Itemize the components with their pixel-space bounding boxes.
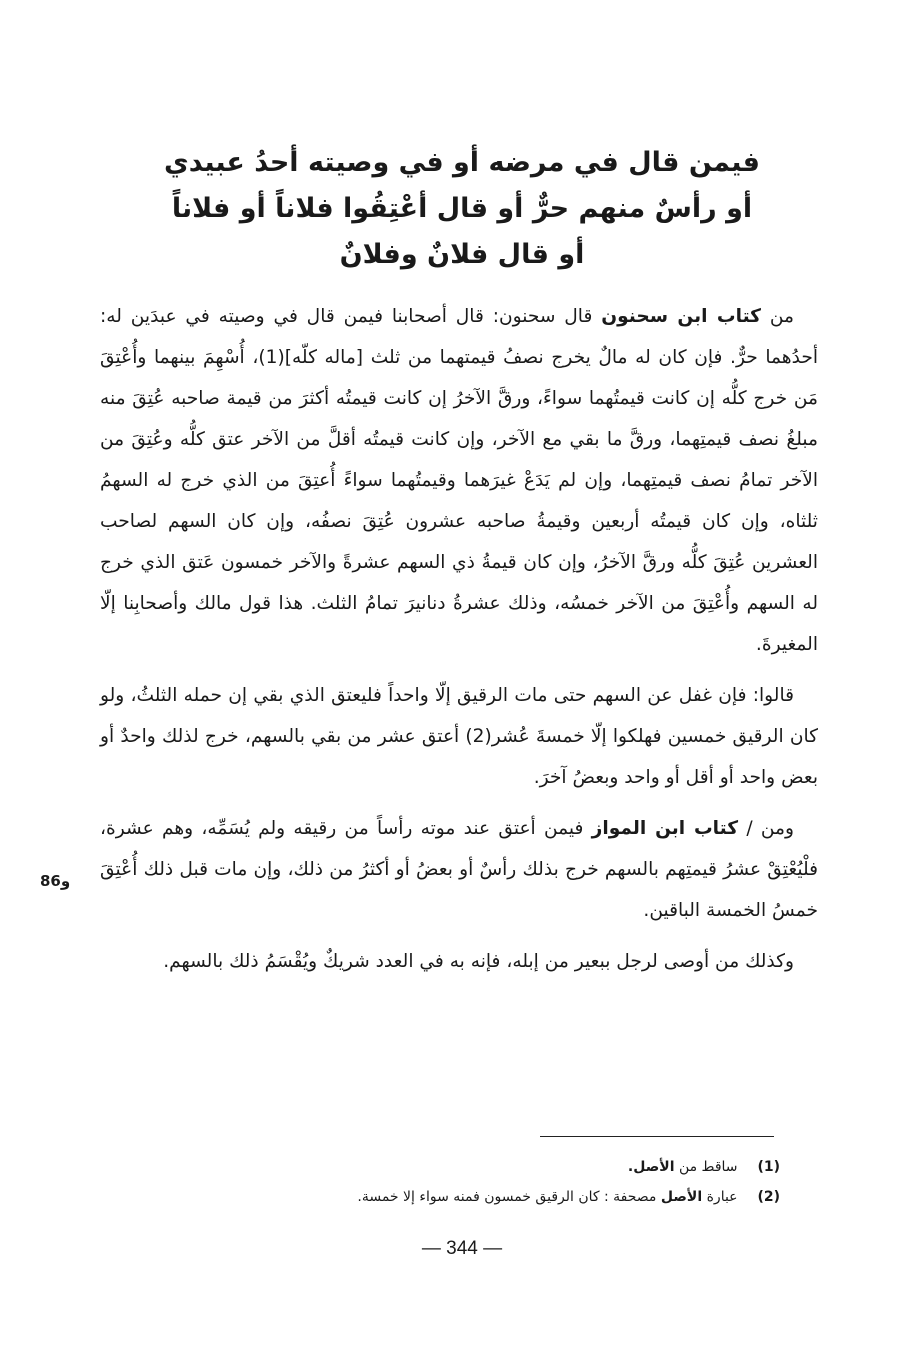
paragraph-2 <box>100 675 818 798</box>
title-line-1: فيمن قال في مرضه أو في وصيته أحدُ عبيدي <box>164 147 760 178</box>
paragraph-4-text: وكذلك من أوصى لرجل ببعير من إبله، فإنه به في العدد شريكٌ ويُقْسَمُ ذلك بالسهم. <box>163 951 794 972</box>
book-reference-ibn-al-mawwaz: كتاب ابن المواز <box>591 818 739 839</box>
footnote-number: (2) <box>757 1189 780 1205</box>
footnotes <box>120 1152 780 1212</box>
paragraph-4 <box>100 941 818 982</box>
footnote-separator <box>540 1136 774 1137</box>
paragraph-3-text: فيمن أعتق عند موته رأساً من رقيقه ولم يُسَمِّه، وهم عشرة، فلْيُعْتِقْ عشرُ قيمتِهم بالسهم خرج بذلك رأسٌ أو بعضُ أو أكثرُ من ذلك، وإن مات قبل ذلك أُعْتِقَ خمسُ الخمسة الباقين. <box>100 818 818 921</box>
manuscript-folio-note: 86و <box>40 872 71 890</box>
title-line-2: أو رأسٌ منهم حرٌّ أو قال أعْتِقُوا فلاناً أو فلاناً <box>171 193 753 224</box>
paragraph-3-lead: ومن / <box>746 818 794 839</box>
footnote-2 <box>120 1182 780 1212</box>
footnote-emphasis: الأصل <box>660 1189 703 1205</box>
book-reference-ibn-sahnun: كتاب ابن سحنون <box>601 306 761 327</box>
footnote-1 <box>120 1152 780 1182</box>
paragraph-2-text: قالوا: فإن غفل عن السهم حتى مات الرقيق إلّا واحداً فليعتق الذي بقي إن حمله الثلثُ، ولو كان الرقيق خمسين فهلكوا إلّا خمسةَ عُشر(2) أعتق عشر من بقي بالسهم، خرج لذلك واحدٌ أو بعض واحد أو أقل أو واحد وبعضُ آخرَ. <box>100 685 818 788</box>
paragraph-1-text: قال سحنون: قال أصحابنا فيمن قال في وصيته في عبدَين له: أحدُهما حرٌّ. فإن كان له مالٌ يخرج نصفُ قيمتهما من ثلث [ماله كلّه](1)، أُسْهِمَ بينهما وأُعْتِقَ مَن خرج كلُّه إن كانت قيمتُهما سواءً، ورقَّ الآخرُ إن كانت قيمتُه أكثرَ من قيمة صاحبه عُتِقَ منه مبلغُ نصف قيمتِهما، ورقَّ ما بقي مع الآخر، وإن كانت قيمتُه أقلَّ من الآخر عتق كلُّه وعُتِقَ من الآخر تمامُ نصف قيمتِهما، وإن لم يَدَعْ غيرَهما وقيمتُهما سواءً أُعتِقَ من الذي خرج له السهمُ ثلثاه، وإن كان قيمتُه أربعين وقيمةُ صاحبه عشرون عُتِقَ نصفُه، وإن كان السهم لصاحب العشرين عُتِقَ كلُّه ورقَّ الآخرُ، وإن كان قيمةُ ذي السهم عشرةً والآخر خمسون عَتق الذي خرج له السهم وأُعْتِقَ من الآخر خمسُه، وذلك عشرةُ دنانيرَ تمامُ الثلث. هذا قول مالك وأصحابِنا إلّا المغيرةَ. <box>100 306 818 655</box>
footnote-number: (1) <box>757 1159 780 1175</box>
footnote-emphasis: الأصل. <box>627 1159 675 1175</box>
paragraph-3 <box>100 808 818 931</box>
title-line-3: أو قال فلانٌ وفلانٌ <box>339 239 585 270</box>
paragraph-1 <box>100 296 818 665</box>
footnote-text-rest: مصحفة : كان الرقيق خمسون فمنه سواء إلا خمسة. <box>357 1189 657 1205</box>
footnote-text: ساقط من <box>678 1159 738 1175</box>
footnote-text: عبارة <box>706 1189 738 1205</box>
paragraph-1-lead: من <box>769 306 794 327</box>
chapter-title <box>100 140 824 278</box>
page-number: — 344 — <box>421 1238 503 1259</box>
main-text <box>100 296 818 992</box>
